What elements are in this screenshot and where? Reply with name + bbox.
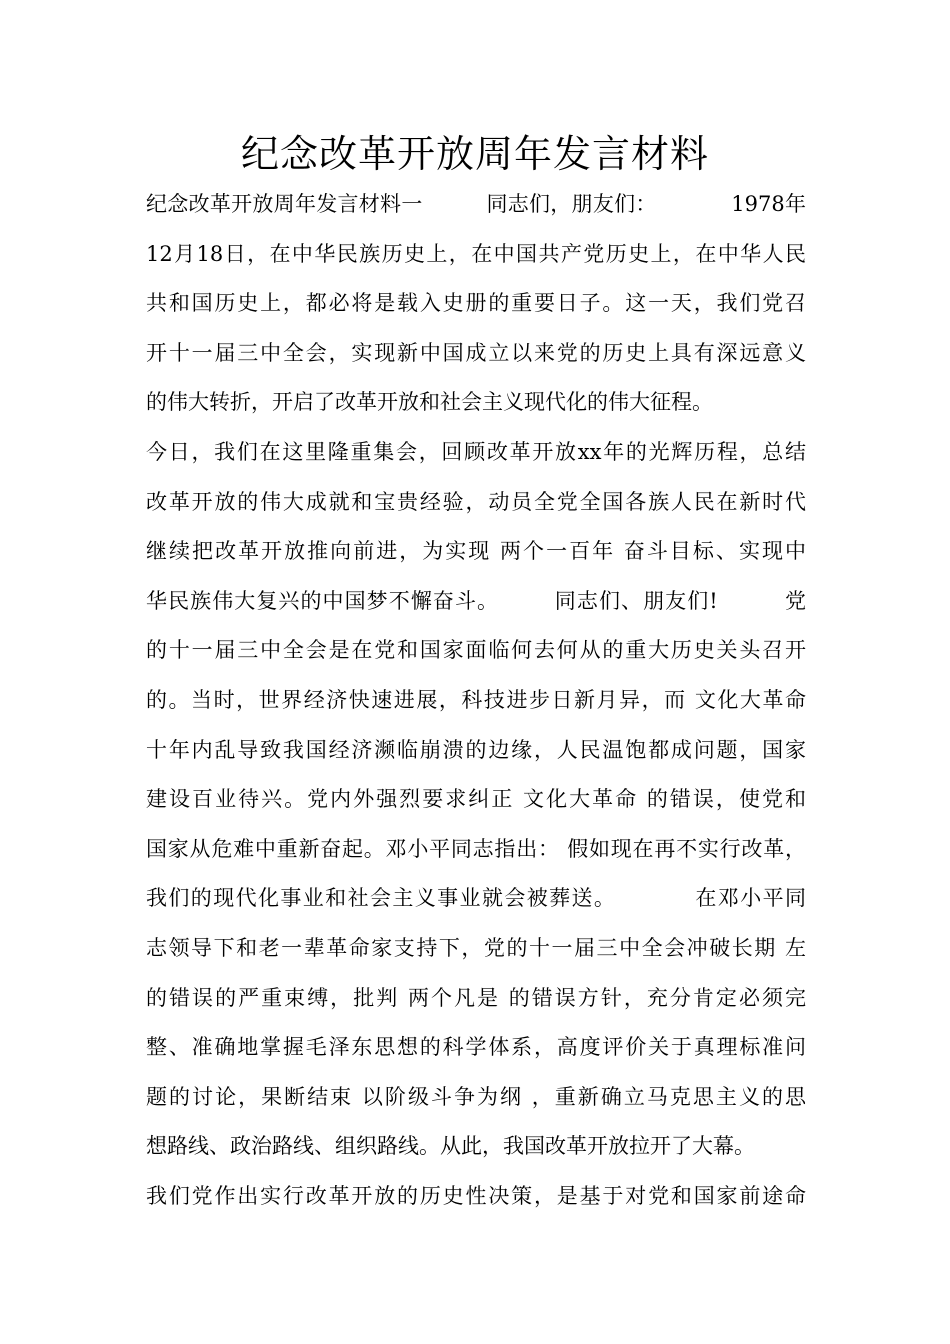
body-line: 十年内乱导致我国经济濒临崩溃的边缘，人民温饱都成问题，国家	[146, 737, 806, 762]
body-line: 继续把改革开放推向前进，为实现 两个一百年 奋斗目标、实现中	[146, 539, 806, 564]
body-line: 整、准确地掌握毛泽东思想的科学体系，高度评价关于真理标准问	[146, 1035, 806, 1060]
body-line: 国家从危难中重新奋起。邓小平同志指出： 假如现在再不实行改革，	[146, 836, 806, 861]
body-line: 的错误的严重束缚，批判 两个凡是 的错误方针，充分肯定必须完	[146, 985, 806, 1010]
body-line: 的十一届三中全会是在党和国家面临何去何从的重大历史关头召开	[146, 638, 806, 663]
body-line: 开十一届三中全会，实现新中国成立以来党的历史上具有深远意义	[146, 340, 806, 365]
body-line: 12月18日，在中华民族历史上，在中国共产党历史上，在中华人民	[146, 241, 806, 266]
body-line: 我们党作出实行改革开放的历史性决策，是基于对党和国家前途命	[146, 1183, 806, 1208]
body-line: 题的讨论，果断结束 以阶级斗争为纲 ，重新确立马克思主义的思	[146, 1084, 806, 1109]
body-line: 华民族伟大复兴的中国梦不懈奋斗。 同志们、朋友们! 党	[146, 588, 806, 613]
body-line: 纪念改革开放周年发言材料一 同志们，朋友们： 1978年	[146, 192, 806, 216]
body-line: 建设百业待兴。党内外强烈要求纠正 文化大革命 的错误，使党和	[146, 787, 806, 812]
document-body	[146, 180, 806, 1221]
body-line: 志领导下和老一辈革命家支持下，党的十一届三中全会冲破长期 左	[146, 935, 806, 960]
body-line: 的伟大转折，开启了改革开放和社会主义现代化的伟大征程。	[146, 390, 713, 415]
body-line: 共和国历史上，都必将是载入史册的重要日子。这一天，我们党召	[146, 291, 806, 316]
body-line: 的。当时，世界经济快速进展，科技进步日新月异，而 文化大革命	[146, 687, 806, 712]
body-line: 我们的现代化事业和社会主义事业就会被葬送。 在邓小平同	[146, 886, 806, 911]
body-line: 今日，我们在这里隆重集会，回顾改革开放xx年的光辉历程，总结	[146, 439, 806, 464]
document-title: 纪念改革开放周年发言材料	[240, 132, 709, 176]
body-line: 想路线、政治路线、组织路线。从此，我国改革开放拉开了大幕。	[146, 1134, 755, 1159]
body-line: 改革开放的伟大成就和宝贵经验，动员全党全国各族人民在新时代	[146, 489, 806, 514]
